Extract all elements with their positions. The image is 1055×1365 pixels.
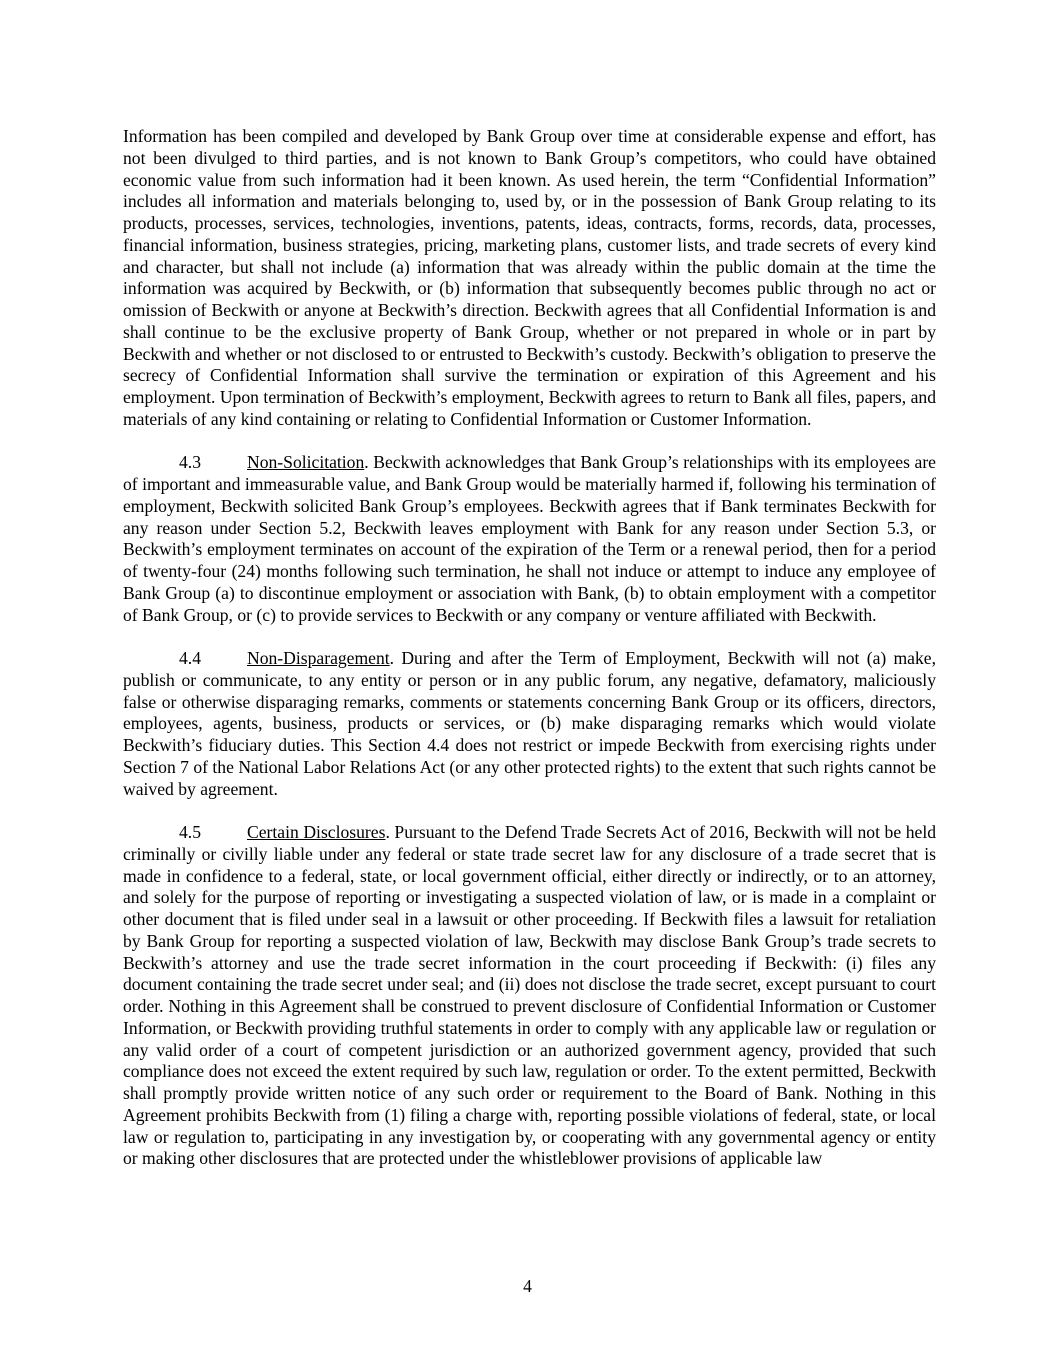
document-content [123, 126, 936, 1170]
section-4-3-body: . Beckwith acknowledges that Bank Group’s relationships with its employees are of important and immeasurable value, and Bank Group would be materially harmed if, following his termination of employment, Beckwith solicited Bank Group’s employees. Beckwith agrees that if Bank terminates Beckwith for any reason under Section 5.2, Beckwith leaves employment with Bank for any reason under Section 5.3, or Beckwith’s employment terminates on account of the expiration of the Term or a renewal period, then for a period of twenty-four (24) months following such termination, he shall not induce or attempt to induce any employee of Bank Group (a) to discontinue employment or association with Bank, (b) to obtain employment with a competitor of Bank Group, or (c) to provide services to Beckwith or any company or venture affiliated with Beckwith. [123, 452, 936, 625]
page-number: 4 [523, 1276, 532, 1296]
section-4-3 [123, 452, 936, 626]
section-4-4-number: 4.4 [179, 648, 201, 668]
section-4-3-heading: Non-Solicitation [247, 452, 365, 473]
section-4-5 [123, 822, 936, 1170]
section-4-4-heading: Non-Disparagement [247, 648, 390, 668]
section-4-4-body: . During and after the Term of Employment, Beckwith will not (a) make, publish or communicate, to any entity or person or in any public forum, any negative, defamatory, maliciously false or otherwise disparaging remarks, comments or statements concerning Bank Group or its officers, directors, employees, agents, business, products or services, or (b) make disparaging remarks which would violate Beckwith’s fiduciary duties. This Section 4.4 does not restrict or impede Beckwith from exercising rights under Section 7 of the National Labor Relations Act (or any other protected rights) to the extent that such rights cannot be waived by agreement. [123, 648, 936, 799]
section-4-4 [123, 648, 936, 800]
section-4-5-heading: Certain Disclosures [247, 822, 386, 842]
section-4-5-body: . Pursuant to the Defend Trade Secrets Act of 2016, Beckwith will not be held criminally or civilly liable under any federal or state trade secret law for any disclosure of a trade secret that is made in confidence to a federal, state, or local government official, either directly or indirectly, or to an attorney, and solely for the purpose of reporting or investigating a suspected violation of law, or is made in a complaint or other document that is filed under seal in a lawsuit or other proceeding. If Beckwith files a lawsuit for retaliation by Bank Group for reporting a suspected violation of law, Beckwith may disclose Bank Group’s trade secrets to Beckwith’s attorney and use the trade secret information in the court proceeding if Beckwith: (i) files any document containing the trade secret under seal; and (ii) does not disclose the trade secret, except pursuant to court order. Nothing in this Agreement shall be construed to prevent disclosure of Confidential Information or Customer Information, or Beckwith providing truthful statements in order to comply with any applicable law or regulation or any valid order of a court of competent jurisdiction or an authorized government agency, provided that such compliance does not exceed the extent required by such law, regulation or order. To the extent permitted, Beckwith shall promptly provide written notice of any such order or requirement to the Board of Bank. Nothing in this Agreement prohibits Beckwith from (1) filing a charge with, reporting possible violations of federal, state, or local law or regulation to, participating in any investigation by, or cooperating with any governmental agency or entity or making other disclosures that are protected under the whistleblower provisions of applicable law [123, 822, 937, 1169]
section-4-5-number: 4.5 [179, 822, 201, 842]
intro-paragraph: Information has been compiled and developed by Bank Group over time at considerable expense and effort, has not been divulged to third parties, and is not known to Bank Group’s competitors, who could have obtained economic value from such information had it been known. As used herein, the term “Confidential Information” includes all information and materials belonging to, used by, or in the possession of Bank Group relating to its products, processes, services, technologies, inventions, patents, ideas, contracts, forms, records, data, processes, financial information, business strategies, pricing, marketing plans, customer lists, and trade secrets of every kind and character, but shall not include (a) information that was already within the public domain at the time the information was acquired by Beckwith, or (b) information that subsequently becomes public through no act or omission of Beckwith or anyone at Beckwith’s direction. Beckwith agrees that all Confidential Information is and shall continue to be the exclusive property of Bank Group, whether or not prepared in whole or in part by Beckwith and whether or not disclosed to or entrusted to Beckwith’s custody. Beckwith’s obligation to preserve the secrecy of Confidential Information shall survive the termination or expiration of this Agreement and his employment. Upon termination of Beckwith’s employment, Beckwith agrees to return to Bank all files, papers, and materials of any kind containing or relating to Confidential Information or Customer Information. [123, 126, 936, 429]
page-footer [0, 1276, 1055, 1298]
section-4-3-number: 4.3 [179, 452, 201, 473]
